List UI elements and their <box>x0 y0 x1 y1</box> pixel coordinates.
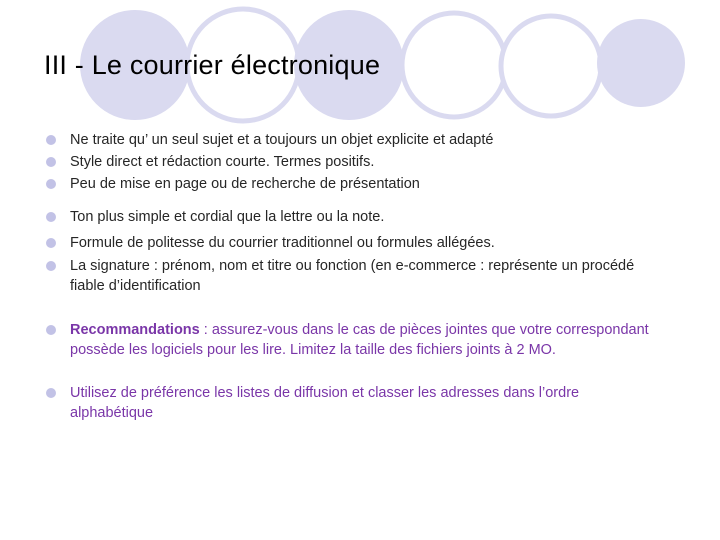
bullet-item <box>70 383 650 423</box>
bullet-dot <box>46 157 56 167</box>
recommendations-heading: Recommandations <box>70 322 200 338</box>
bullet-dot <box>46 212 56 222</box>
bullet-item <box>70 320 670 360</box>
bullet-dot <box>46 135 56 145</box>
bullet-item <box>70 233 670 253</box>
bullet-dot <box>46 325 56 335</box>
bullet-text: Ton plus simple et cordial que la lettre ou la note. <box>70 209 385 225</box>
bullet-dot <box>46 261 56 271</box>
bullet-text: Formule de politesse du courrier traditionnel ou formules allégées. <box>70 235 495 251</box>
bullet-text: Style direct et rédaction courte. Termes positifs. <box>70 154 375 170</box>
bullet-item <box>70 207 670 227</box>
bullet-text: La signature : prénom, nom et titre ou fonction (en e-commerce : représente un procédé fiable d’identification <box>70 258 635 294</box>
bullet-dot <box>46 388 56 398</box>
bullet-text: Ne traite qu’ un seul sujet et a toujours un objet explicite et adapté <box>70 132 494 148</box>
bullet-item <box>70 256 645 296</box>
bullet-dot <box>46 238 56 248</box>
bullet-text: Peu de mise en page ou de recherche de présentation <box>70 176 420 192</box>
bullet-item <box>70 174 670 194</box>
bullet-text: Utilisez de préférence les listes de diffusion et classer les adresses dans l’ordre alphabétique <box>70 385 580 421</box>
slide-title: III - Le courrier électronique <box>44 50 381 80</box>
bullet-dot <box>46 179 56 189</box>
bullet-text: : assurez-vous dans le cas de pièces jointes que votre correspondant possède les logiciels pour les lire. Limitez la taille des fichiers joints à 2 MO. <box>70 322 649 358</box>
bullet-item <box>70 152 670 172</box>
bullet-item <box>70 130 670 150</box>
